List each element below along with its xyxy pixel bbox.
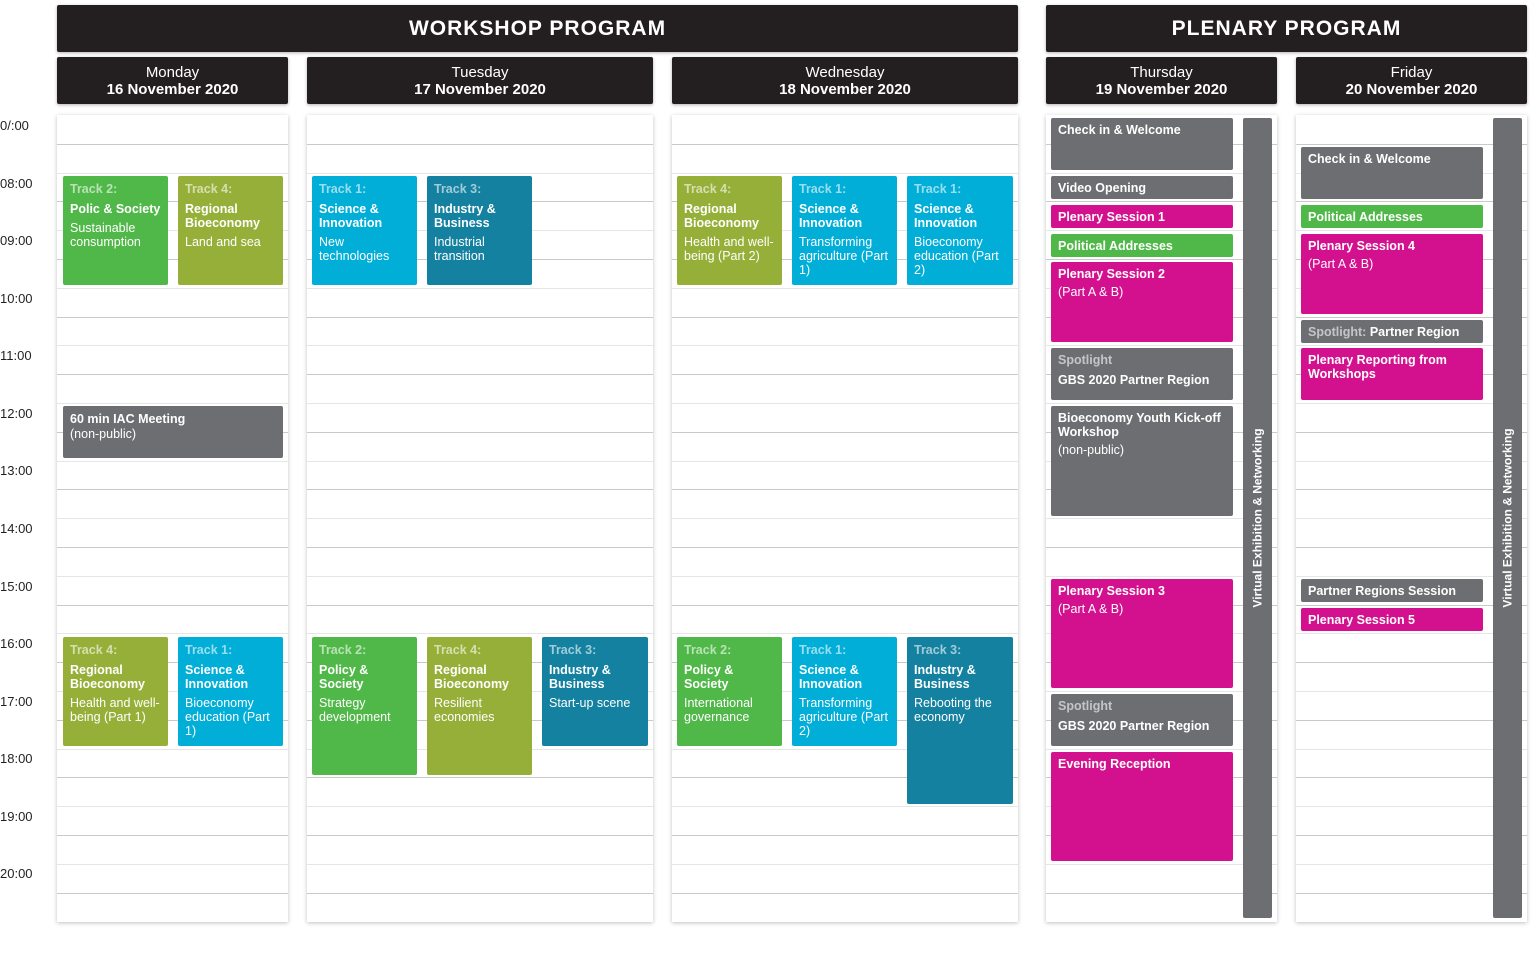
track-label: Track 4: [434,643,482,657]
session-description: New technologies [319,235,390,263]
grid-line [57,461,288,462]
session-title: Science & Innovation [185,663,249,691]
day-header-monday [57,57,288,104]
session-title: Science & Innovation [799,202,863,230]
session-description: Health and well-being (Part 1) [70,696,160,724]
track-label: Track 3: [914,643,962,657]
grid-line [57,288,288,289]
session-card[interactable] [312,176,417,285]
virtual-exhibition-label: Virtual Exhibition & Networking [1250,428,1265,608]
grid-line [307,403,653,404]
grid-line [307,547,653,548]
session-description: (Part A & B) [1058,602,1124,616]
grid-line [672,432,1018,433]
virtual-exhibition-label: Virtual Exhibition & Networking [1500,428,1515,608]
session-card[interactable] [427,176,532,285]
session-title: Plenary Session 2 [1058,267,1166,281]
session-card[interactable] [1301,348,1483,400]
session-title: Science & Innovation [914,202,978,230]
grid-line [57,806,288,807]
track-label: Track 4: [70,643,118,657]
session-description: Strategy development [319,696,391,724]
track-label: Track 1: [319,182,367,196]
grid-line [307,835,653,836]
grid-line [672,893,1018,894]
grid-line [57,893,288,894]
session-title: 60 min IAC Meeting [70,412,186,426]
session-description: Land and sea [185,235,261,249]
session-card[interactable] [63,637,168,746]
session-title: Industry & Business [914,663,976,691]
grid-line [307,893,653,894]
session-card[interactable] [677,176,782,285]
session-card[interactable] [1301,320,1483,343]
track-label: Track 3: [549,643,597,657]
session-title: Plenary Session 5 [1308,613,1416,627]
grid-line [307,489,653,490]
grid-line [672,144,1018,145]
session-card[interactable] [907,176,1013,285]
day-header-thursday [1046,57,1277,104]
session-title [1308,325,1476,339]
session-card[interactable] [1301,234,1483,314]
session-description: Start-up scene [549,696,631,710]
session-card[interactable] [1051,348,1233,400]
session-title: GBS 2020 Partner Region [1058,373,1210,387]
grid-line [307,317,653,318]
grid-line [672,173,1018,174]
grid-line [57,835,288,836]
session-title: Regional Bioeconomy [684,202,760,230]
day-name: Wednesday [805,64,885,81]
time-label: 17:00 [0,694,33,709]
session-description: Bioeconomy education (Part 2) [914,235,999,277]
track-label: Track 4: [684,182,732,196]
grid-line [57,144,288,145]
session-card[interactable] [542,637,648,746]
session-card[interactable] [1301,147,1483,199]
session-title: Plenary Reporting from Workshops [1308,353,1447,381]
session-title: Industry & Business [434,202,496,230]
day-date: 17 November 2020 [414,81,546,98]
grid-line [57,173,288,174]
grid-line [57,864,288,865]
grid-line [307,432,653,433]
day-name: Friday [1390,64,1433,81]
session-card[interactable] [1051,752,1233,861]
session-card[interactable] [427,637,532,775]
grid-line [57,749,288,750]
session-title: Political Addresses [1308,210,1423,224]
virtual-exhibition-bar[interactable] [1243,118,1272,918]
grid-line [672,806,1018,807]
session-card[interactable] [1301,205,1483,228]
day-date: 16 November 2020 [106,81,239,98]
session-card[interactable] [677,637,782,746]
track-label: Track 2: [684,643,732,657]
session-card[interactable] [178,176,283,285]
session-title: Partner Regions Session [1308,584,1456,598]
grid-line [57,605,288,606]
session-description: Transforming agriculture (Part 2) [799,696,888,738]
session-title: Polic & Society [70,202,161,216]
virtual-exhibition-bar[interactable] [1493,118,1522,918]
time-label: 20:00 [0,866,33,881]
grid-line [672,864,1018,865]
grid-line [307,461,653,462]
time-label: 0/:00 [0,118,29,133]
session-title: Video Opening [1058,181,1146,195]
session-description: (non-public) [70,427,137,441]
session-card[interactable] [792,637,897,746]
plenary-program-banner: PLENARY PROGRAM [1046,5,1527,52]
session-title: Plenary Session 4 [1308,239,1416,253]
grid-line [672,461,1018,462]
day-header-tuesday [307,57,653,104]
session-title: Regional Bioeconomy [434,663,510,691]
day-name: Tuesday [451,64,509,81]
grid-line [672,633,1018,634]
session-title: Policy & Society [684,663,734,691]
day-date: 19 November 2020 [1095,81,1228,98]
session-description: Sustainable consumption [70,221,141,249]
grid-line [672,403,1018,404]
day-date: 20 November 2020 [1345,81,1478,98]
track-label: Track 1: [799,182,847,196]
day-date: 18 November 2020 [779,81,911,98]
session-title: GBS 2020 Partner Region [1058,719,1210,733]
grid-line [307,633,653,634]
session-title: Industry & Business [549,663,611,691]
time-label: 15:00 [0,579,33,594]
grid-line [672,518,1018,519]
track-label: Track 2: [70,182,118,196]
grid-line [672,288,1018,289]
grid-line [672,835,1018,836]
session-title: Political Addresses [1058,239,1173,253]
day-name: Monday [145,64,200,81]
grid-line [307,806,653,807]
time-label: 08:00 [0,176,33,191]
session-card[interactable] [1051,118,1233,170]
grid-line [307,605,653,606]
grid-line [672,605,1018,606]
session-card[interactable] [178,637,283,746]
session-description: Rebooting the economy [914,696,992,724]
session-card[interactable] [1051,406,1233,516]
time-label: 19:00 [0,809,33,824]
track-label: Track 4: [185,182,233,196]
track-label: Track 3: [434,182,482,196]
session-title: Regional Bioeconomy [185,202,261,230]
session-title: Bioeconomy Youth Kick-off Workshop [1058,411,1221,439]
session-card[interactable] [907,637,1013,804]
session-title: Plenary Session 1 [1058,210,1166,224]
grid-line [57,518,288,519]
grid-line [672,576,1018,577]
time-label: 11:00 [0,348,32,363]
session-title: Science & Innovation [799,663,863,691]
session-title: Evening Reception [1058,757,1171,771]
grid-line [57,489,288,490]
session-card[interactable] [1051,234,1233,257]
day-header-friday [1296,57,1527,104]
session-card[interactable] [63,176,168,285]
time-label: 18:00 [0,751,33,766]
workshop-program-banner: WORKSHOP PROGRAM [57,5,1018,52]
session-title: Policy & Society [319,663,369,691]
session-description: (non-public) [1058,443,1125,457]
session-card[interactable] [1051,205,1233,228]
spotlight-title: Partner Region [1369,325,1460,339]
grid-line [57,777,288,778]
grid-line [307,864,653,865]
grid-line [307,777,653,778]
time-label: 10:00 [0,291,33,306]
session-card[interactable] [1301,608,1483,631]
session-card[interactable] [1051,176,1233,199]
grid-line [57,403,288,404]
track-label: Spotlight [1058,699,1113,713]
grid-line [57,317,288,318]
grid-line [57,547,288,548]
session-description: International governance [684,696,753,724]
grid-line [57,633,288,634]
session-title: Science & Innovation [319,202,383,230]
spotlight-label: Spotlight: [1308,325,1367,339]
time-label: 14:00 [0,521,33,536]
time-label: 16:00 [0,636,33,651]
session-card[interactable] [63,406,283,458]
grid-line [672,374,1018,375]
grid-line [307,173,653,174]
grid-line [672,489,1018,490]
time-label: 09:00 [0,233,33,248]
grid-line [57,374,288,375]
session-description: Resilient economies [434,696,495,724]
grid-line [57,576,288,577]
session-card[interactable] [1051,262,1233,342]
grid-line [307,345,653,346]
session-card[interactable] [792,176,897,285]
track-label: Track 1: [799,643,847,657]
grid-line [307,576,653,577]
day-header-wednesday [672,57,1018,104]
grid-line [307,374,653,375]
time-label: 12:00 [0,406,33,421]
session-description: Transforming agriculture (Part 1) [799,235,888,277]
session-card[interactable] [1301,579,1483,602]
session-card[interactable] [1051,694,1233,746]
session-card[interactable] [1051,579,1233,688]
day-name: Thursday [1130,64,1193,81]
grid-line [307,144,653,145]
track-label: Spotlight [1058,353,1113,367]
session-title: Plenary Session 3 [1058,584,1166,598]
session-description: Health and well-being (Part 2) [684,235,774,263]
grid-line [672,547,1018,548]
session-title: Check in & Welcome [1058,123,1181,137]
grid-line [57,345,288,346]
session-description: Industrial transition [434,235,485,263]
session-title: Regional Bioeconomy [70,663,146,691]
grid-line [307,518,653,519]
session-card[interactable] [312,637,417,775]
grid-line [672,345,1018,346]
session-title: Check in & Welcome [1308,152,1431,166]
track-label: Track 2: [319,643,367,657]
grid-line [672,317,1018,318]
track-label: Track 1: [185,643,233,657]
grid-line [307,288,653,289]
session-description: Bioeconomy education (Part 1) [185,696,270,738]
track-label: Track 1: [914,182,962,196]
time-label: 13:00 [0,463,33,478]
session-description: (Part A & B) [1058,285,1124,299]
session-description: (Part A & B) [1308,257,1374,271]
